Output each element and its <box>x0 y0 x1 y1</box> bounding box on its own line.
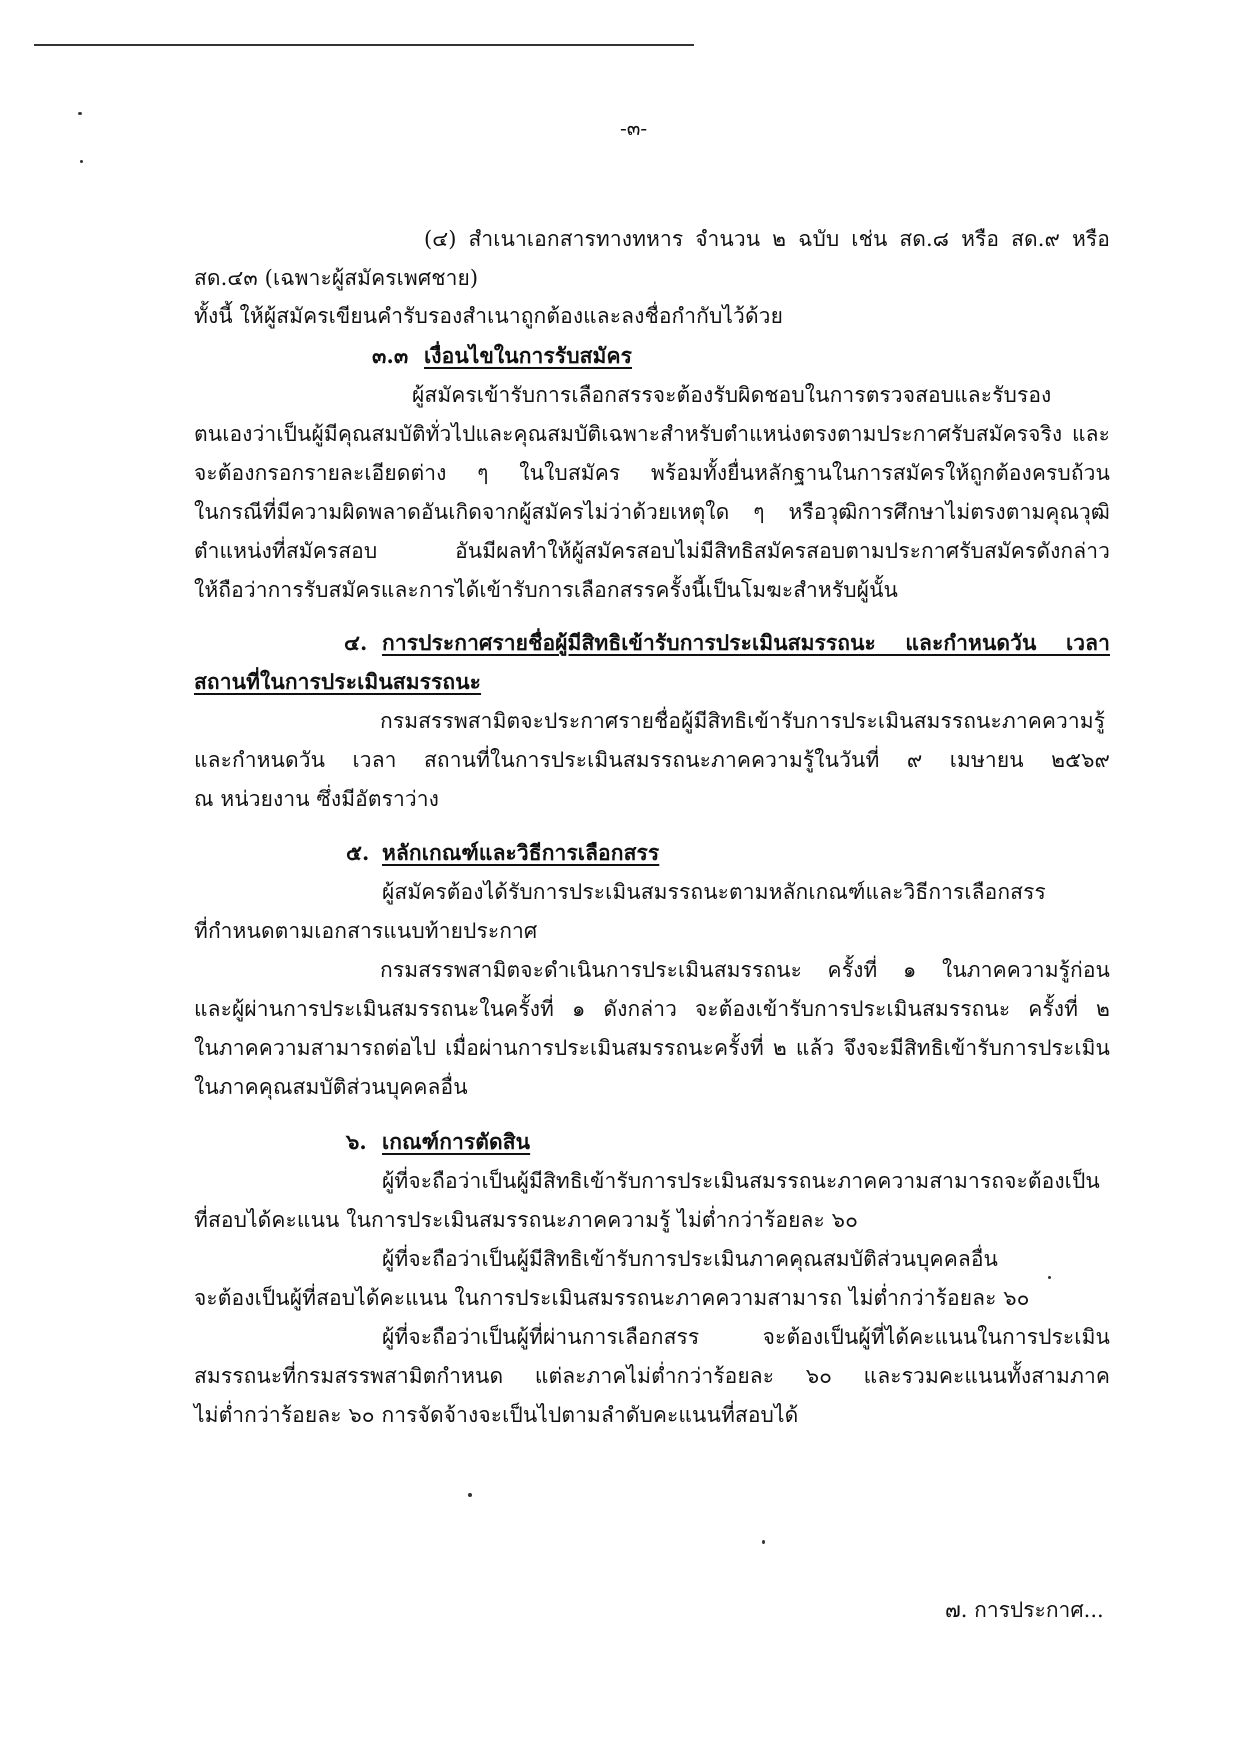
section-heading: การประกาศรายชื่อผู้มีสิทธิเข้ารับการประเมินสมรรถนะ และกำหนดวัน เวลา <box>382 630 1110 655</box>
scan-speck <box>468 1493 472 1497</box>
continuation-note: ๗. การประกาศ... <box>945 1598 1104 1622</box>
doc-line: ให้ถือว่าการรับสมัครและการได้เข้ารับการเลือกสรรครั้งนี้เป็นโมฆะสำหรับผู้นั้น <box>194 578 898 602</box>
section-number: ๔. <box>344 630 368 655</box>
doc-line: ไม่ต่ำกว่าร้อยละ ๖๐ การจัดจ้างจะเป็นไปตามลำดับคะแนนที่สอบได้ <box>194 1403 799 1427</box>
doc-line: ในภาคคุณสมบัติส่วนบุคคลอื่น <box>194 1075 468 1099</box>
section-number: ๓.๓ <box>372 343 409 368</box>
section-number: ๕. <box>346 840 370 865</box>
doc-line: จะต้องกรอกรายละเอียดต่าง ๆ ในใบสมัคร พร้อมทั้งยื่นหลักฐานในการสมัครให้ถูกต้องครบถ้วน <box>194 461 1110 485</box>
doc-line: ทั้งนี้ ให้ผู้สมัครเขียนคำรับรองสำเนาถูกต้องและลงชื่อกำกับไว้ด้วย <box>194 304 783 328</box>
scan-speck <box>78 112 82 115</box>
section-heading: หลักเกณฑ์และวิธีการเลือกสรร <box>382 840 660 865</box>
doc-line: ผู้ที่จะถือว่าเป็นผู้มีสิทธิเข้ารับการประเมินภาคคุณสมบัติส่วนบุคคลอื่น <box>382 1247 998 1271</box>
scan-speck <box>762 1540 765 1544</box>
scan-speck <box>1048 1276 1051 1279</box>
section-heading: เกณฑ์การตัดสิน <box>382 1129 531 1154</box>
doc-line: ที่สอบได้คะแนน ในการประเมินสมรรถนะภาคความรู้ ไม่ต่ำกว่าร้อยละ ๖๐ <box>194 1208 858 1232</box>
section-heading: เงื่อนไขในการรับสมัคร <box>424 343 633 368</box>
doc-line: ผู้สมัครเข้ารับการเลือกสรรจะต้องรับผิดชอบในการตรวจสอบและรับรอง <box>412 383 1052 407</box>
doc-line: ผู้สมัครต้องได้รับการประเมินสมรรถนะตามหลักเกณฑ์และวิธีการเลือกสรร <box>382 880 1046 904</box>
doc-line: ที่กำหนดตามเอกสารแนบท้ายประกาศ <box>194 919 538 943</box>
doc-line: ตนเองว่าเป็นผู้มีคุณสมบัติทั่วไปและคุณสมบัติเฉพาะสำหรับตำแหน่งตรงตามประกาศรับสมัครจริง และ <box>194 422 1110 446</box>
doc-line: สมรรถนะที่กรมสรรพสามิตกำหนด แต่ละภาคไม่ต่ำกว่าร้อยละ ๖๐ และรวมคะแนนทั้งสามภาค <box>194 1364 1110 1388</box>
doc-line: ผู้ที่จะถือว่าเป็นผู้มีสิทธิเข้ารับการประเมินสมรรถนะภาคความสามารถจะต้องเป็น <box>382 1169 1100 1193</box>
page-number: -๓- <box>620 116 648 140</box>
doc-line: ณ หน่วยงาน ซึ่งมีอัตราว่าง <box>194 787 440 811</box>
doc-line: ในภาคความสามารถต่อไป เมื่อผ่านการประเมินสมรรถนะครั้งที่ ๒ แล้ว จึงจะมีสิทธิเข้ารับการประเมิน <box>194 1036 1110 1060</box>
section-heading: สถานที่ในการประเมินสมรรถนะ <box>194 669 482 694</box>
doc-line: (๔) สำเนาเอกสารทางทหาร จำนวน ๒ ฉบับ เช่น สด.๘ หรือ สด.๙ หรือ <box>424 227 1110 251</box>
doc-line: ในกรณีที่มีความผิดพลาดอันเกิดจากผู้สมัครไม่ว่าด้วยเหตุใด ๆ หรือวุฒิการศึกษาไม่ตรงตามคุณวุฒิ <box>194 500 1110 524</box>
doc-line: กรมสรรพสามิตจะดำเนินการประเมินสมรรถนะ ครั้งที่ ๑ ในภาคความรู้ก่อน <box>380 958 1110 982</box>
scan-speck <box>80 160 83 163</box>
doc-line: จะต้องเป็นผู้ที่สอบได้คะแนน ในการประเมินสมรรถนะภาคความสามารถ ไม่ต่ำกว่าร้อยละ ๖๐ <box>194 1286 1030 1310</box>
section-number: ๖. <box>346 1129 367 1154</box>
top-rule <box>34 44 694 46</box>
doc-line: และผู้ผ่านการประเมินสมรรถนะในครั้งที่ ๑ ดังกล่าว จะต้องเข้ารับการประเมินสมรรถนะ ครั้งที่ ๒ <box>194 997 1110 1021</box>
doc-line: กรมสรรพสามิตจะประกาศรายชื่อผู้มีสิทธิเข้ารับการประเมินสมรรถนะภาคความรู้ <box>380 709 1106 733</box>
doc-line: ผู้ที่จะถือว่าเป็นผู้ที่ผ่านการเลือกสรร จะต้องเป็นผู้ที่ได้คะแนนในการประเมิน <box>382 1325 1110 1349</box>
doc-line: และกำหนดวัน เวลา สถานที่ในการประเมินสมรรถนะภาคความรู้ในวันที่ ๙ เมษายน ๒๕๖๙ <box>194 748 1110 772</box>
doc-line: สด.๔๓ (เฉพาะผู้สมัครเพศชาย) <box>194 266 479 290</box>
doc-line: ตำแหน่งที่สมัครสอบ อันมีผลทำให้ผู้สมัครสอบไม่มีสิทธิสมัครสอบตามประกาศรับสมัครดังกล่าว <box>194 539 1110 563</box>
